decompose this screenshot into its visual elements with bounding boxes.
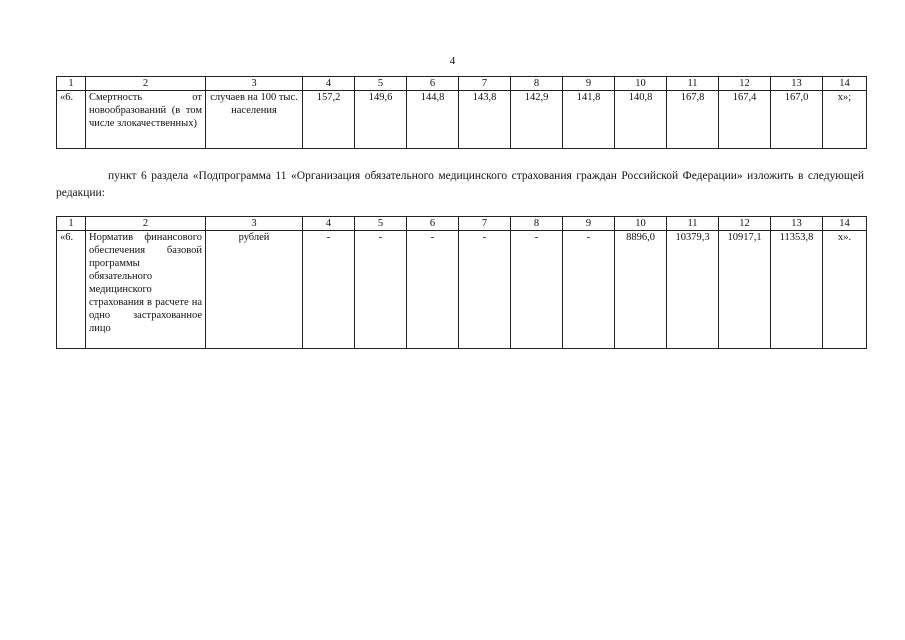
column-number: 1 <box>57 217 86 231</box>
column-number: 5 <box>355 77 407 91</box>
column-number: 6 <box>407 77 459 91</box>
value-cell: 10379,3 <box>667 231 719 349</box>
column-number: 14 <box>823 217 867 231</box>
value-cell: 143,8 <box>459 91 511 149</box>
value-cell: 140,8 <box>615 91 667 149</box>
table-row <box>57 231 867 349</box>
column-number: 8 <box>511 77 563 91</box>
column-number: 1 <box>57 77 86 91</box>
table-header-row <box>57 217 867 231</box>
column-number: 10 <box>615 77 667 91</box>
value-cell: 142,9 <box>511 91 563 149</box>
indicator-name: Смертность от новообразований (в том числе злокачественных) <box>86 91 206 149</box>
end-cell: х». <box>823 231 867 349</box>
value-cell: - <box>563 231 615 349</box>
column-number: 11 <box>667 217 719 231</box>
value-cell: - <box>355 231 407 349</box>
column-number: 13 <box>771 217 823 231</box>
value-cell: 167,0 <box>771 91 823 149</box>
column-number: 8 <box>511 217 563 231</box>
value-cell: - <box>407 231 459 349</box>
column-number: 3 <box>206 217 303 231</box>
value-cell: 167,8 <box>667 91 719 149</box>
column-number: 4 <box>303 217 355 231</box>
column-number: 11 <box>667 77 719 91</box>
indicator-table-mortality <box>56 76 867 149</box>
value-cell: 157,2 <box>303 91 355 149</box>
column-number: 7 <box>459 217 511 231</box>
column-number: 7 <box>459 77 511 91</box>
column-number: 5 <box>355 217 407 231</box>
value-cell: - <box>303 231 355 349</box>
row-number: «6. <box>57 231 86 349</box>
column-number: 9 <box>563 217 615 231</box>
row-number: «6. <box>57 91 86 149</box>
indicator-name: Норматив финансового обеспечения базовой программы обязательного медицинского страхования в расчете на одно застрахованное лицо <box>86 231 206 349</box>
table-header-row <box>57 77 867 91</box>
column-number: 2 <box>86 217 206 231</box>
column-number: 14 <box>823 77 867 91</box>
value-cell: 144,8 <box>407 91 459 149</box>
value-cell: 8896,0 <box>615 231 667 349</box>
value-cell: - <box>459 231 511 349</box>
value-cell: 149,6 <box>355 91 407 149</box>
column-number: 12 <box>719 77 771 91</box>
value-cell: 141,8 <box>563 91 615 149</box>
column-number: 3 <box>206 77 303 91</box>
column-number: 4 <box>303 77 355 91</box>
indicator-table-financing <box>56 216 867 349</box>
column-number: 12 <box>719 217 771 231</box>
value-cell: 167,4 <box>719 91 771 149</box>
page-number: 4 <box>449 55 456 67</box>
unit-of-measure: случаев на 100 тыс. населения <box>206 91 303 149</box>
value-cell: 11353,8 <box>771 231 823 349</box>
unit-of-measure: рублей <box>206 231 303 349</box>
column-number: 6 <box>407 217 459 231</box>
end-cell: х»; <box>823 91 867 149</box>
column-number: 2 <box>86 77 206 91</box>
column-number: 10 <box>615 217 667 231</box>
table-row <box>57 91 867 149</box>
amendment-paragraph: пункт 6 раздела «Подпрограмма 11 «Организация обязательного медицинского страхования граждан Российской Федерации» изложить в следующей редакции: <box>56 170 864 199</box>
value-cell: 10917,1 <box>719 231 771 349</box>
value-cell: - <box>511 231 563 349</box>
column-number: 13 <box>771 77 823 91</box>
column-number: 9 <box>563 77 615 91</box>
